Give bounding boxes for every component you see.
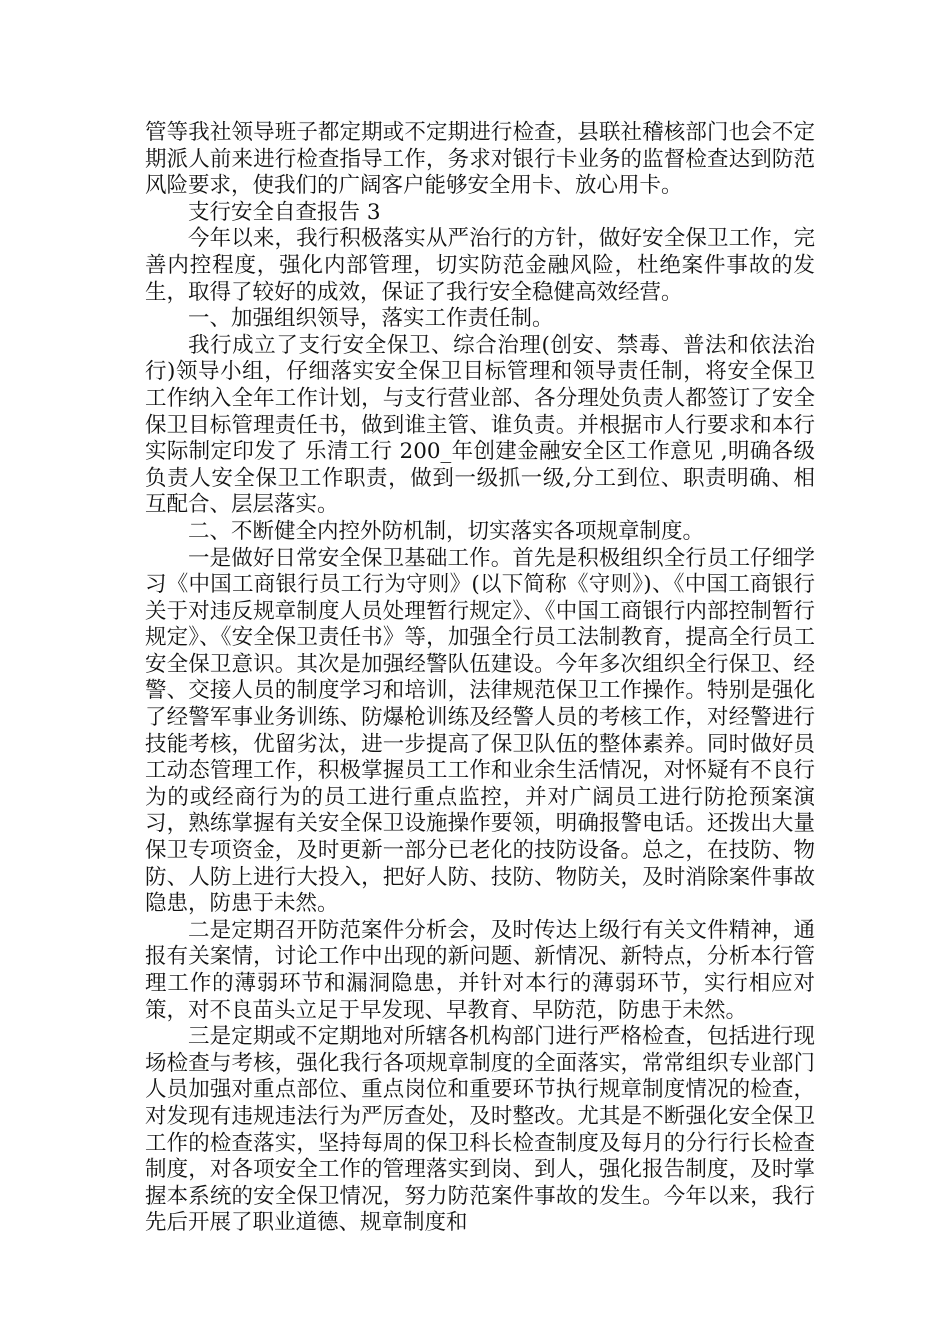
- section-heading-2: 二、不断健全内控外防机制，切实落实各项规章制度。: [188, 518, 705, 544]
- report-title: 支行安全自查报告 3: [188, 199, 381, 225]
- paragraph-item-1: 一是做好日常安全保卫基础工作。首先是积极组织全行员工仔细学习《中国工商银行员工行为守则》(以下简称《守则》)、《中国工商银行关于对违反规章制度人员处理暂行规定》、《中国工商银行内部控制暂行规定》、《安全保卫责任书》等，加强全行员工法制教育，提高全行员工安全保卫意识。其次是加强经警队伍建设。今年多次组织全行保卫、经警、交接人员的制度学习和培训，法律规范保卫工作操作。特别是强化了经警军事业务训练、防爆枪训练及经警人员的考核工作，对经警进行技能考核，优留劣汰，进一步提高了保卫队伍的整体素养。同时做好员工动态管理工作，积极掌握员工工作和业余生活情况，对怀疑有不良行为的或经商行为的员工进行重点监控，并对广阔员工进行防抢预案演习，熟练掌握有关安全保卫设施操作要领，明确报警电话。还拨出大量保卫专项资金，及时更新一部分已老化的技防设备。总之，在技防、物防、人防上进行大投入，把好人防、技防、物防关，及时消除案件事故隐患，防患于未然。: [145, 545, 815, 917]
- paragraph-section-1: 我行成立了支行安全保卫、综合治理(创安、禁毒、普法和依法治行)领导小组，仔细落实安全保卫目标管理和领导责任制，将安全保卫工作纳入全年工作计划，与支行营业部、各分理处负责人都签订了安全保卫目标管理责任书，做到谁主管、谁负责。并根据市人行要求和本行实际制定印发了 乐清工行 200_年创建金融安全区工作意见 ,明确各级负责人安全保卫工作职责，做到一级抓一级,分工到位、职责明确、相互配合、层层落实。: [145, 332, 815, 518]
- paragraph-continuation: 管等我社领导班子都定期或不定期进行检查，县联社稽核部门也会不定期派人前来进行检查指导工作，务求对银行卡业务的监督检查达到防范风险要求，使我们的广阔客户能够安全用卡、放心用卡。: [145, 120, 815, 199]
- paragraph-item-3: 三是定期或不定期地对所辖各机构部门进行严格检查，包括进行现场检查与考核，强化我行各项规章制度的全面落实，常常组织专业部门人员加强对重点部位、重点岗位和重要环节执行规章制度情况的检查，对发现有违规违法行为严厉查处，及时整改。尤其是不断强化安全保卫工作的检查落实，坚持每周的保卫科长检查制度及每月的分行行长检查制度，对各项安全工作的管理落实到岗、到人，强化报告制度，及时掌握本系统的安全保卫情况，努力防范案件事故的发生。今年以来，我行先后开展了职业道德、规章制度和: [145, 1024, 815, 1236]
- document-page: [145, 120, 815, 1237]
- paragraph-intro: 今年以来，我行积极落实从严治行的方针，做好安全保卫工作，完善内控程度，强化内部管理，切实防范金融风险，杜绝案件事故的发生，取得了较好的成效，保证了我行安全稳健高效经营。: [145, 226, 815, 305]
- paragraph-item-2: 二是定期召开防范案件分析会，及时传达上级行有关文件精神，通报有关案情，讨论工作中出现的新问题、新情况、新特点，分析本行管理工作的薄弱环节和漏洞隐患，并针对本行的薄弱环节，实行相应对策，对不良苗头立足于早发现、早教育、早防范，防患于未然。: [145, 917, 815, 1023]
- section-heading-1: 一、加强组织领导，落实工作责任制。: [188, 306, 554, 332]
